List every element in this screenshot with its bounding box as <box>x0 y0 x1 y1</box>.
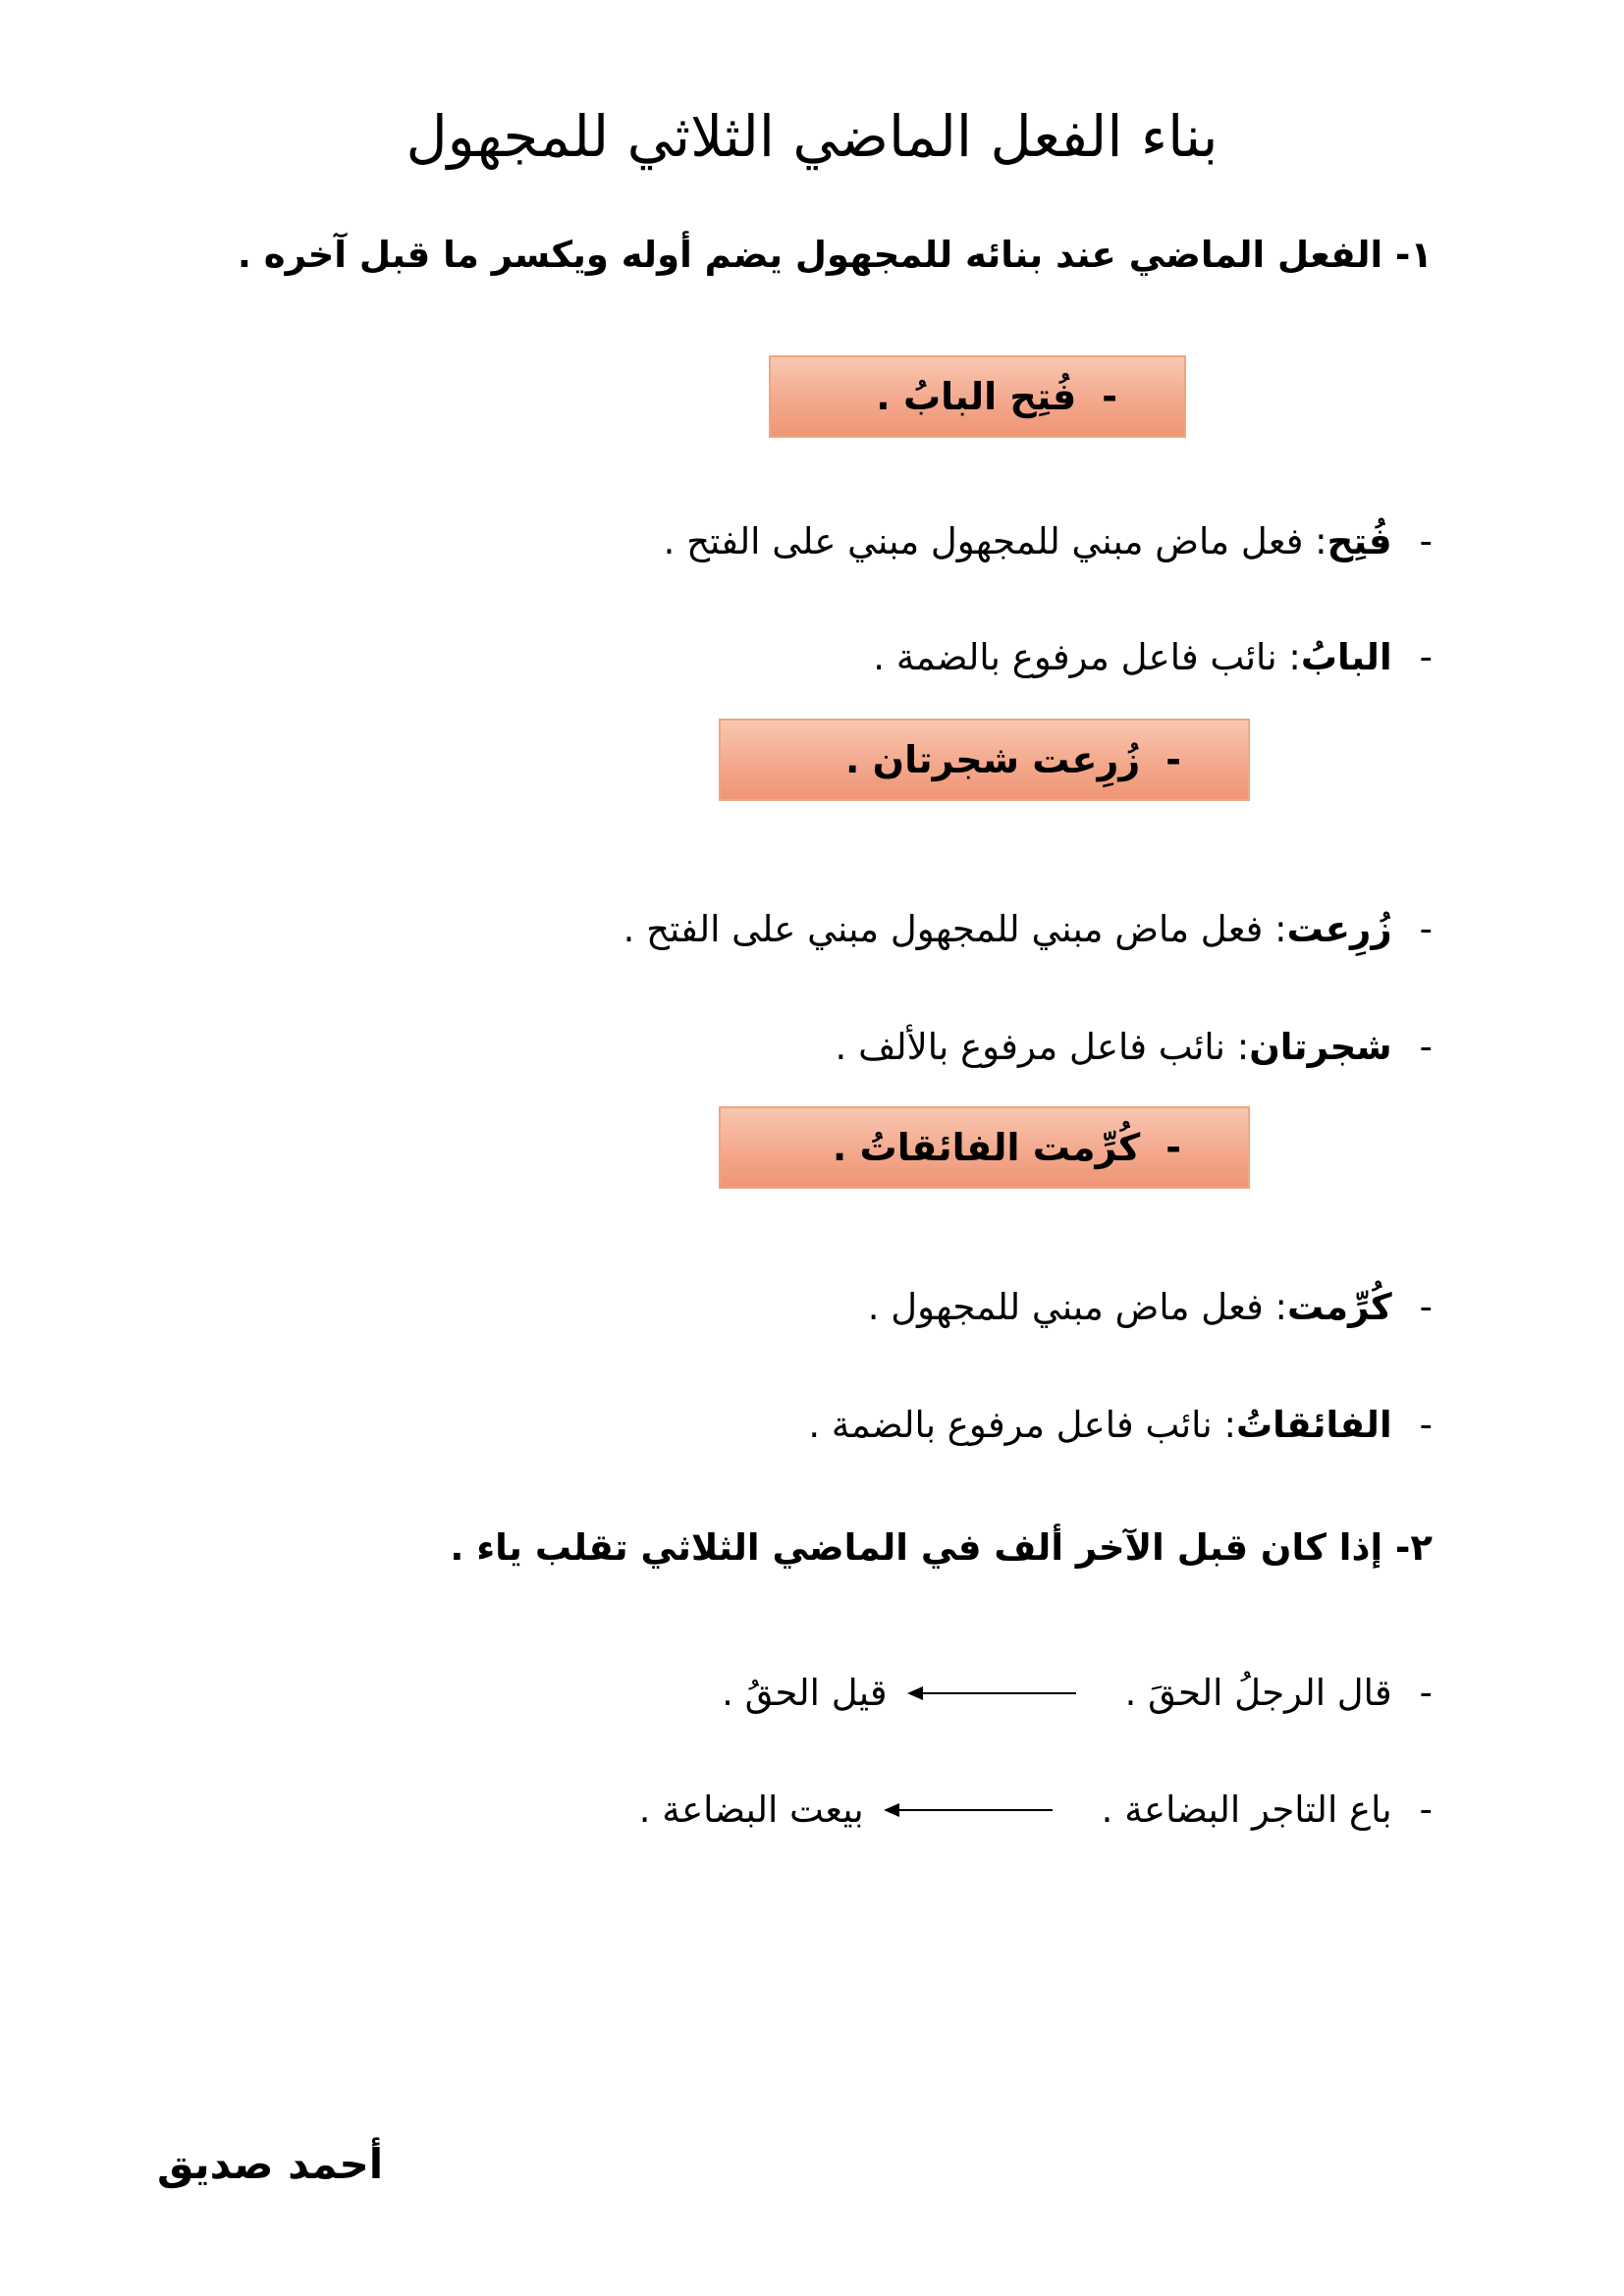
item-dash: - <box>1419 520 1433 562</box>
item-dash: - <box>1419 908 1433 950</box>
item-description: : نائب فاعل مرفوع بالألف . <box>835 1026 1250 1068</box>
item-description: : نائب فاعل مرفوع بالضمة . <box>873 636 1301 678</box>
item-term: الفائقاتُ <box>1235 1404 1392 1446</box>
conversion-1 <box>722 1672 1433 1714</box>
item-description: : نائب فاعل مرفوع بالضمة . <box>808 1404 1236 1446</box>
example-1-dash: - <box>1102 375 1117 418</box>
rule-2: ٢- إذا كان قبل الآخر ألف في الماضي الثلاثي تقلب ياء . <box>450 1526 1433 1569</box>
item-term: فُتِح <box>1326 520 1392 562</box>
item-term: البابُ <box>1300 636 1392 678</box>
item-dash: - <box>1419 1672 1433 1714</box>
example-2-sentence: زُرِعت شجرتان . <box>845 738 1141 781</box>
item-dash: - <box>1419 1789 1433 1831</box>
example-1-item-1 <box>664 520 1433 562</box>
item-term: شجرتان <box>1249 1026 1392 1068</box>
conversion-2 <box>639 1789 1433 1831</box>
example-box-2 <box>719 719 1250 801</box>
example-2-item-2 <box>836 1026 1433 1068</box>
example-1-sentence: فُتِح البابُ . <box>876 375 1077 418</box>
example-3-item-2 <box>808 1404 1433 1446</box>
example-1-item-2 <box>873 636 1433 678</box>
example-box-3 <box>719 1106 1250 1189</box>
conversion-to: قيل الحقُ . <box>722 1672 888 1714</box>
conversion-from: قال الرجلُ الحقَ . <box>1124 1672 1392 1714</box>
item-description: : فعل ماض مبني للمجهول مبني على الفتح . <box>663 520 1327 562</box>
conversion-from: باع التاجر البضاعة . <box>1101 1789 1392 1831</box>
author-name: أحمد صديق <box>157 2140 384 2188</box>
example-3-item-1 <box>868 1286 1433 1328</box>
left-arrow-icon <box>909 1692 1076 1694</box>
example-2-dash: - <box>1165 738 1181 781</box>
item-description: : فعل ماض مبني للمجهول . <box>867 1286 1288 1328</box>
example-3-dash: - <box>1165 1126 1181 1169</box>
item-description: : فعل ماض مبني للمجهول مبني على الفتح . <box>623 908 1287 950</box>
example-2-item-1 <box>623 908 1433 950</box>
item-term: كُرِّمت <box>1287 1286 1392 1328</box>
rule-1: ١- الفعل الماضي عند بنائه للمجهول يضم أوله ويكسر ما قبل آخره . <box>237 234 1433 276</box>
left-arrow-icon <box>886 1809 1053 1811</box>
item-dash: - <box>1419 636 1433 678</box>
item-dash: - <box>1419 1286 1433 1328</box>
page-title: بناء الفعل الماضي الثلاثي للمجهول <box>406 103 1218 170</box>
item-dash: - <box>1419 1404 1433 1446</box>
item-term: زُرِعت <box>1286 908 1392 950</box>
example-box-1 <box>769 355 1186 438</box>
item-dash: - <box>1419 1026 1433 1068</box>
example-3-sentence: كُرِّمت الفائقاتُ . <box>832 1126 1141 1169</box>
conversion-to: بيعت البضاعة . <box>638 1789 864 1831</box>
